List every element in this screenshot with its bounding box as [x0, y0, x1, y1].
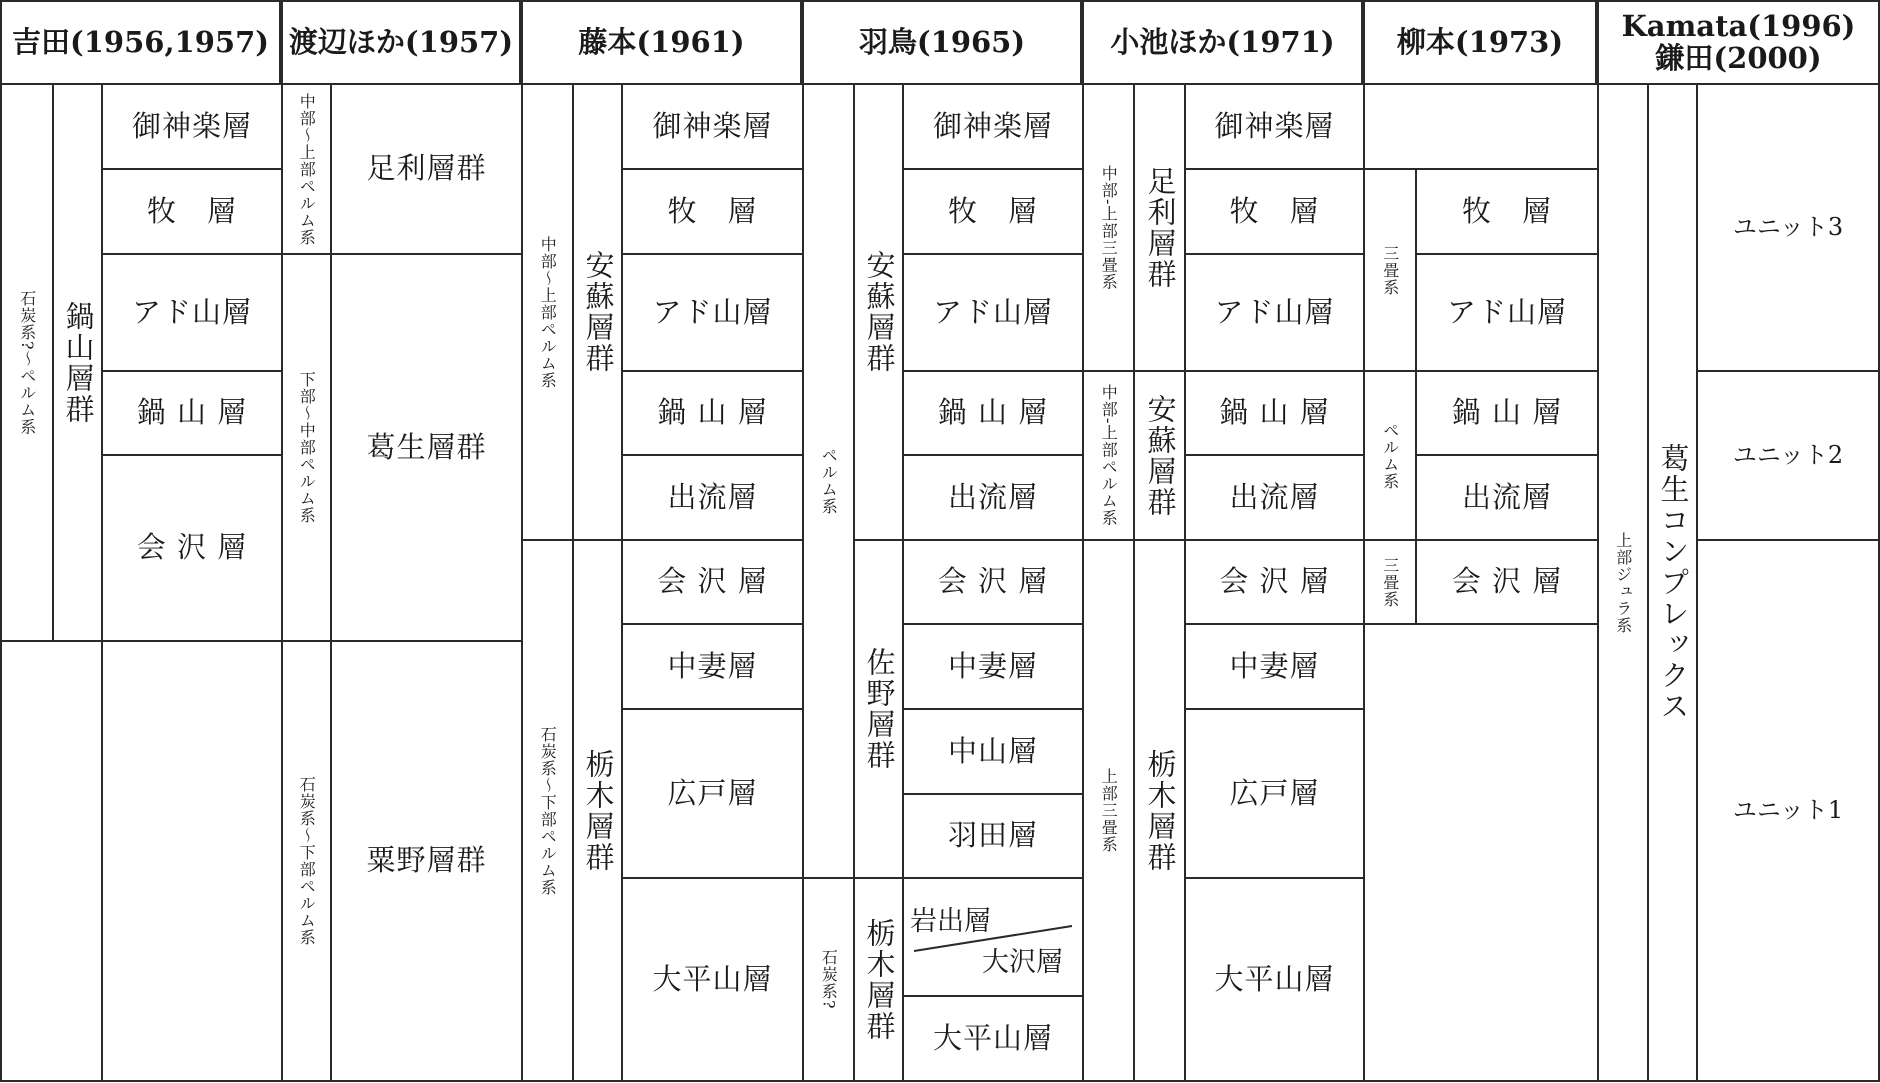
formation-cell: 大平山層 [902, 995, 1084, 1082]
formation-cell: 鍋 山 層 [1184, 370, 1365, 456]
column-header: 藤本(1961) [521, 0, 802, 85]
formation-cell: 出流層 [621, 454, 804, 541]
formation-label: 大沢層 [982, 947, 1063, 978]
group-label: 鍋山層群 [52, 83, 103, 642]
system-label: 石炭系〜下部ペルム系 [281, 640, 332, 1082]
group-label: 栃木層群 [572, 539, 623, 1082]
system-label: 上部三畳系 [1082, 539, 1135, 1082]
system-label: 石炭系? [802, 877, 855, 1082]
formation-cell: 中妻層 [1184, 623, 1365, 710]
formation-cell: アド山層 [621, 253, 804, 372]
blank-cell [1363, 623, 1599, 1082]
formation-cell: 会 沢 層 [1415, 539, 1599, 625]
column-header: 柳本(1973) [1363, 0, 1597, 85]
system-label: 中部〜上部ペルム系 [281, 83, 332, 255]
formation-cell: 大平山層 [1184, 877, 1365, 1082]
formation-cell: 鍋 山 層 [101, 370, 283, 456]
system-label: 石炭系〜下部ペルム系 [521, 539, 574, 1082]
formation-cell: 出流層 [902, 454, 1084, 541]
formation-cell: 会 沢 層 [902, 539, 1084, 625]
formation-cell: 鍋 山 層 [902, 370, 1084, 456]
unit-cell: ユニット2 [1696, 370, 1880, 541]
system-label: 上部ジュラ系 [1597, 83, 1649, 1082]
group-cell: 足利層群 [330, 83, 523, 255]
column-header: Kamata(1996) 鎌田(2000) [1597, 0, 1880, 85]
formation-cell: 広戸層 [1184, 708, 1365, 879]
formation-cell: 会 沢 層 [101, 454, 283, 642]
formation-cell: 中妻層 [621, 623, 804, 710]
group-cell: 粟野層群 [330, 640, 523, 1082]
formation-cell: 御神楽層 [621, 83, 804, 170]
system-label: 下部〜中部ペルム系 [281, 253, 332, 642]
unit-cell: ユニット1 [1696, 539, 1880, 1082]
formation-cell: 牧 層 [1184, 168, 1365, 255]
formation-cell: 会 沢 層 [621, 539, 804, 625]
blank-cell [1363, 83, 1599, 170]
formation-label: 岩出層 [910, 906, 991, 937]
group-label: 栃木層群 [1133, 539, 1186, 1082]
system-label: 石炭系?〜ペルム系 [0, 83, 54, 642]
system-label: ペルム系 [802, 83, 855, 879]
formation-cell: アド山層 [1415, 253, 1599, 372]
system-label: 中部-上部三畳系 [1082, 83, 1135, 372]
column-header: 小池ほか(1971) [1082, 0, 1363, 85]
formation-cell: 牧 層 [621, 168, 804, 255]
group-label: 栃木層群 [853, 877, 904, 1082]
system-label: 三畳系 [1363, 168, 1417, 372]
blank-cell [101, 640, 283, 1082]
system-label: 中部-上部ペルム系 [1082, 370, 1135, 541]
group-label: 足利層群 [1133, 83, 1186, 372]
formation-cell: 鍋 山 層 [621, 370, 804, 456]
system-label: 三畳系 [1363, 539, 1417, 625]
group-label: 安蘇層群 [572, 83, 623, 541]
group-label: 安蘇層群 [1133, 370, 1186, 541]
blank-cell [0, 640, 103, 1082]
formation-cell: 中妻層 [902, 623, 1084, 710]
formation-cell: 羽田層 [902, 793, 1084, 879]
system-label: 中部〜上部ペルム系 [521, 83, 574, 541]
unit-cell: ユニット3 [1696, 83, 1880, 372]
formation-cell: 牧 層 [902, 168, 1084, 255]
column-header: 渡辺ほか(1957) [281, 0, 521, 85]
group-label: 安蘇層群 [853, 83, 904, 541]
formation-cell: 広戸層 [621, 708, 804, 879]
column-header: 吉田(1956,1957) [0, 0, 281, 85]
formation-cell: 出流層 [1184, 454, 1365, 541]
complex-label: 葛生コンプレックス [1647, 83, 1698, 1082]
formation-cell: 御神楽層 [902, 83, 1084, 170]
formation-cell: 大平山層 [621, 877, 804, 1082]
formation-cell: 牧 層 [1415, 168, 1599, 255]
formation-cell: 御神楽層 [101, 83, 283, 170]
formation-cell: 出流層 [1415, 454, 1599, 541]
formation-cell: 牧 層 [101, 168, 283, 255]
formation-cell: アド山層 [902, 253, 1084, 372]
column-header: 羽鳥(1965) [802, 0, 1082, 85]
formation-cell: 御神楽層 [1184, 83, 1365, 170]
group-label: 佐野層群 [853, 539, 904, 879]
formation-cell: 鍋 山 層 [1415, 370, 1599, 456]
system-label: ペルム系 [1363, 370, 1417, 541]
group-cell: 葛生層群 [330, 253, 523, 642]
formation-cell: アド山層 [101, 253, 283, 372]
formation-cell: アド山層 [1184, 253, 1365, 372]
formation-cell: 中山層 [902, 708, 1084, 795]
formation-cell: 会 沢 層 [1184, 539, 1365, 625]
